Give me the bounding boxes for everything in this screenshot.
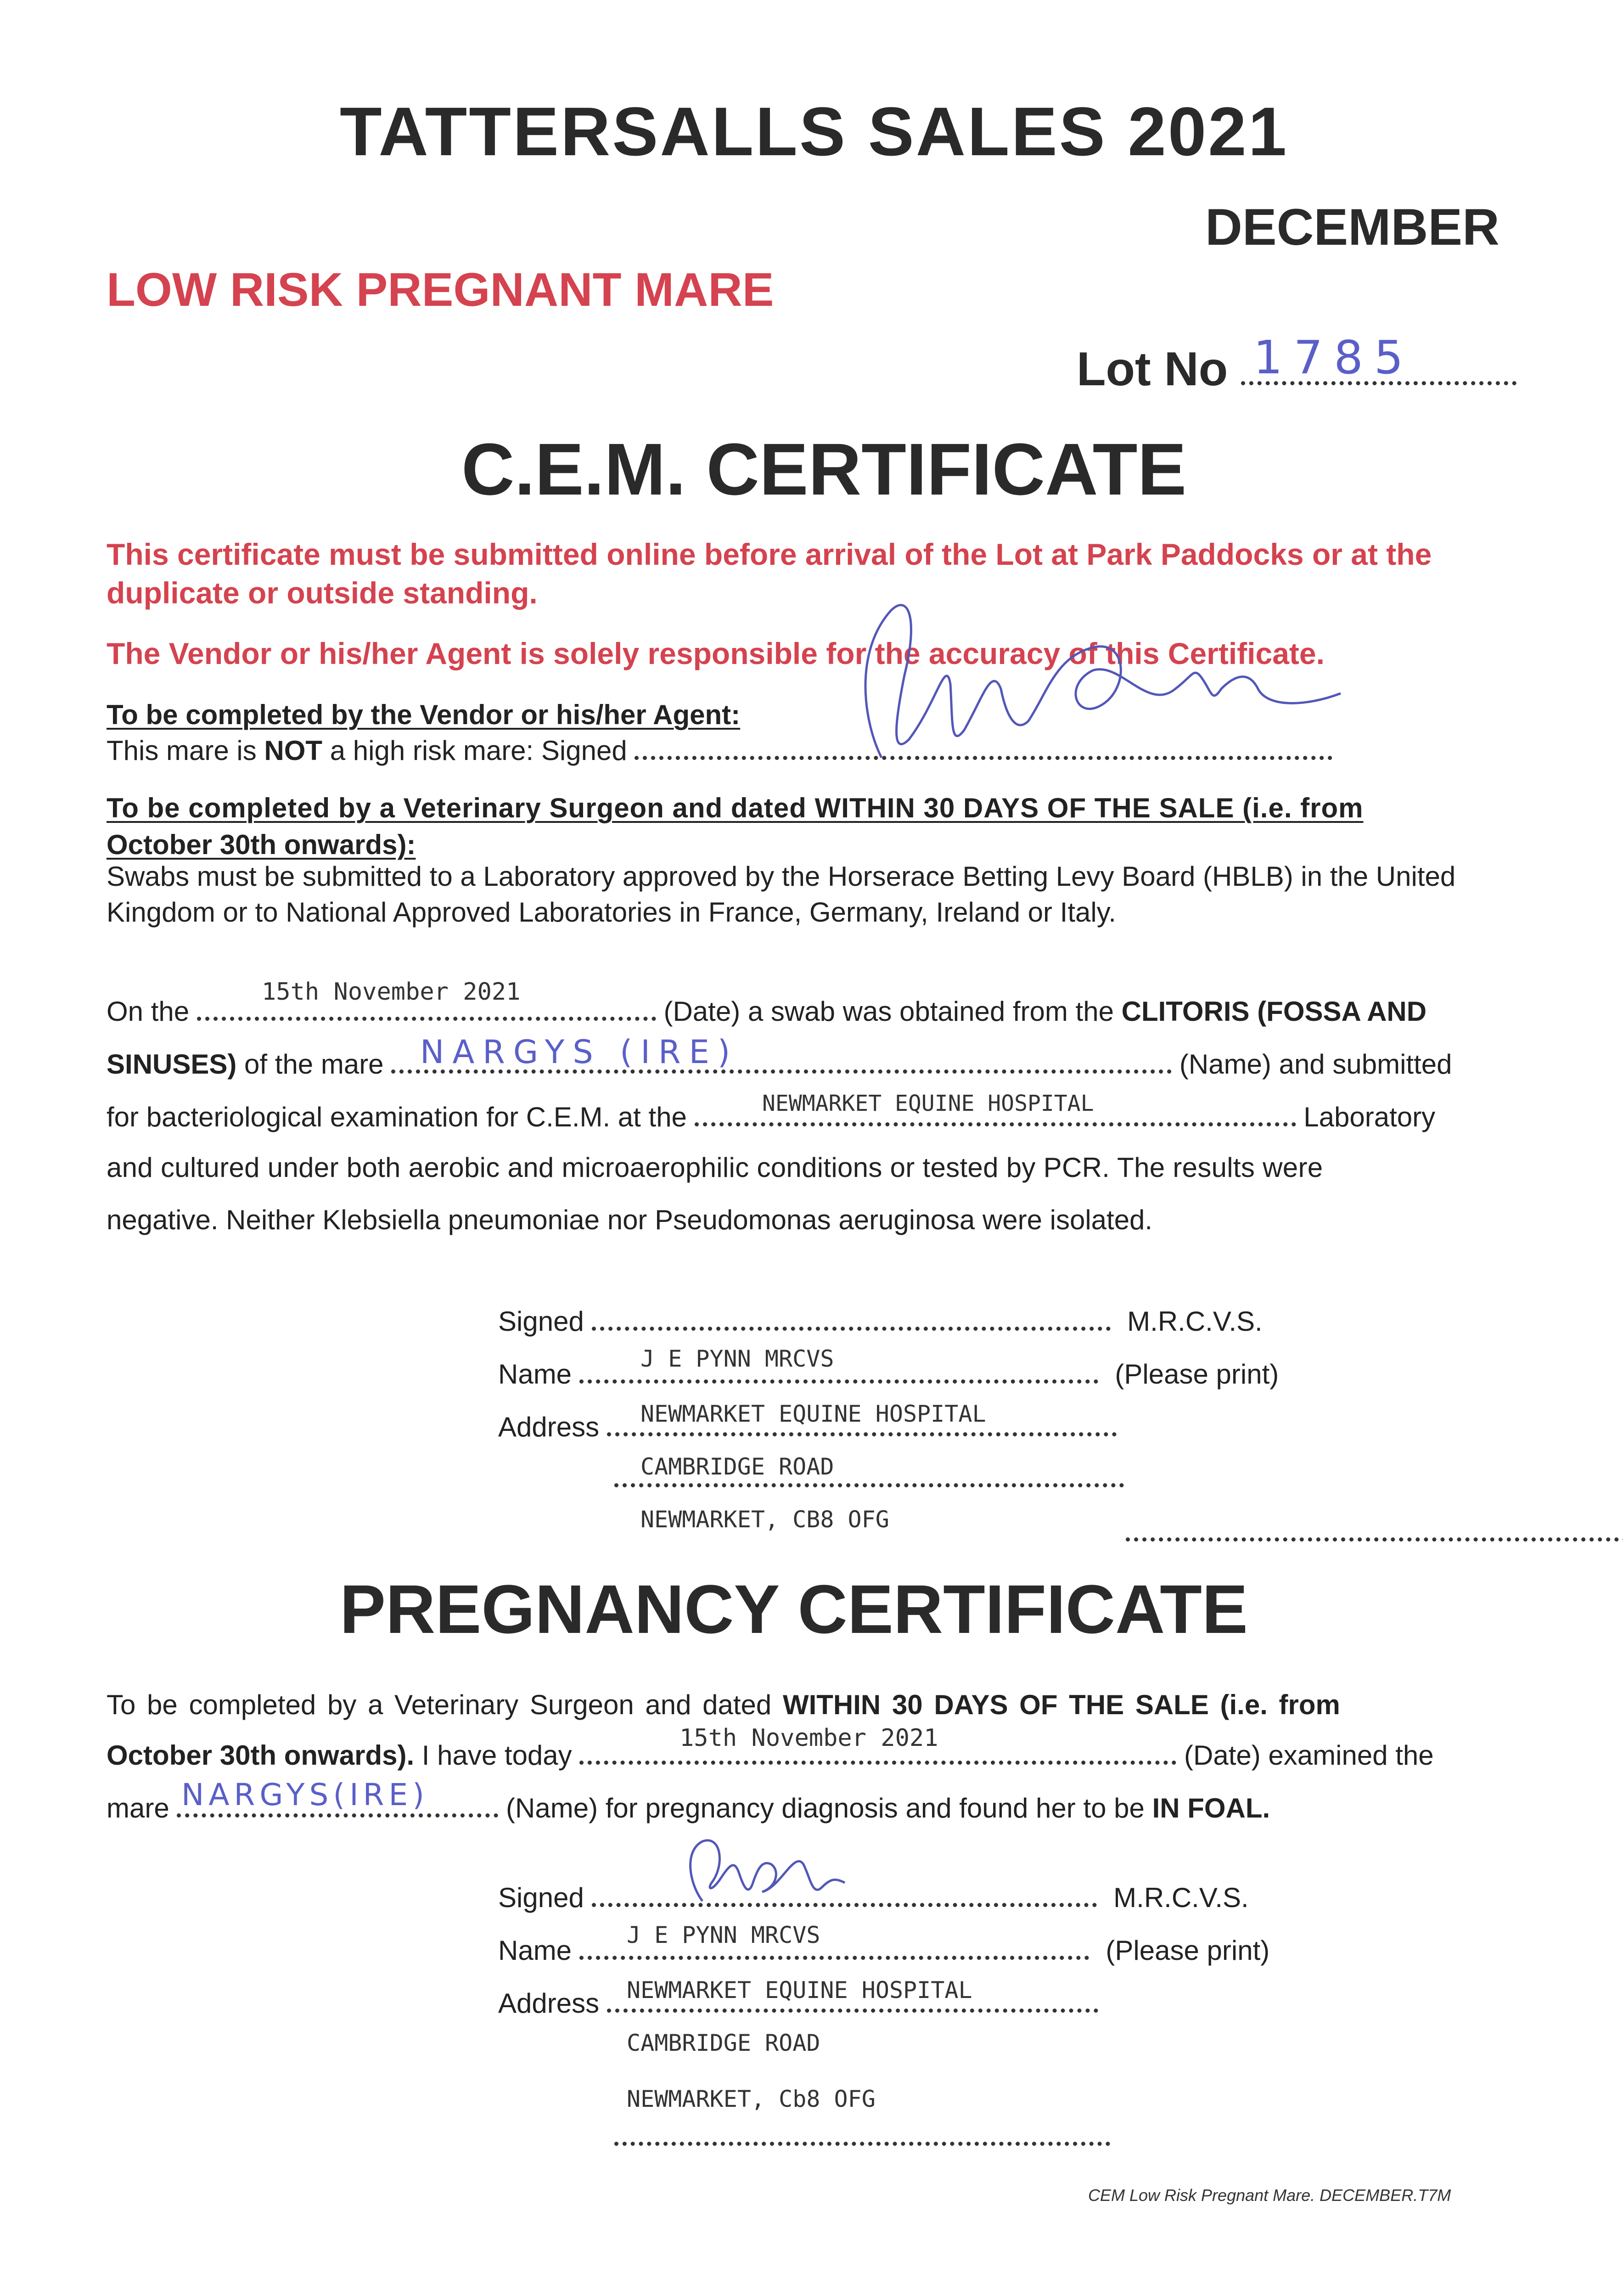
pregnancy-address-value-2: CAMBRIDGE ROAD: [627, 2030, 820, 2056]
cem-address-value-1: NEWMARKET EQUINE HOSPITAL: [640, 1401, 986, 1427]
laboratory-line: for bacteriological examination for C.E.M. at the Laboratory: [107, 1102, 1436, 1132]
laboratory-value: NEWMARKET EQUINE HOSPITAL: [762, 1091, 1094, 1116]
cem-name-value: J E PYNN MRCVS: [640, 1345, 834, 1372]
pregnancy-address-value-1: NEWMARKET EQUINE HOSPITAL: [627, 1977, 972, 2003]
responsibility-notice: The Vendor or his/her Agent is solely responsible for the accuracy of this Certificate.: [107, 636, 1325, 670]
swab-date-line: On the (Date) a swab was obtained from the CLITORIS (FOSSA AND: [107, 996, 1427, 1027]
pregnancy-line-3: mare (Name) for pregnancy diagnosis and found her to be IN FOAL.: [107, 1793, 1270, 1823]
pregnancy-address-line-1: Address: [498, 1987, 1098, 2019]
vet-signature: [675, 1832, 849, 1915]
cem-name-line: Name (Please print): [498, 1359, 1279, 1390]
document-title: TATTERSALLS SALES 2021: [340, 93, 1289, 170]
lot-number-value: 1785: [1253, 331, 1415, 384]
pregnancy-address-line-3: [614, 2123, 1110, 2146]
pregnancy-line-1: To be completed by a Veterinary Surgeon and dated WITHIN 30 DAYS OF THE SALE (i.e. from: [107, 1689, 1340, 1720]
mare-category: LOW RISK PREGNANT MARE: [107, 263, 774, 316]
mare-name-value: NARGYS (IRE): [420, 1033, 739, 1071]
negative-result-line: negative. Neither Klebsiella pneumoniae nor Pseudomonas aeruginosa were isolated.: [107, 1204, 1153, 1235]
swab-date-value: 15th November 2021: [262, 978, 521, 1006]
pregnancy-certificate-title: PREGNANCY CERTIFICATE: [340, 1570, 1248, 1648]
sale-month: DECEMBER: [1205, 198, 1499, 256]
culture-result-line: and cultured under both aerobic and microaerophilic conditions or tested by PCR. The results were: [107, 1152, 1323, 1183]
cem-address-line-3: [1126, 1519, 1623, 1542]
vendor-heading: To be completed by the Vendor or his/her Agent:: [107, 699, 741, 730]
vendor-declaration: This mare is NOT a high risk mare: Signed: [107, 735, 1332, 766]
cem-address-value-2: CAMBRIDGE ROAD: [640, 1453, 834, 1480]
pregnancy-date-value: 15th November 2021: [680, 1724, 938, 1752]
cem-certificate-title: C.E.M. CERTIFICATE: [461, 428, 1187, 510]
cem-signed-line: Signed M.R.C.V.S.: [498, 1306, 1263, 1337]
vendor-signature: [799, 583, 1359, 781]
pregnancy-address-value-3: NEWMARKET, Cb8 OFG: [627, 2086, 876, 2112]
mare-name-line: SINUSES) of the mare (Name) and submitted: [107, 1049, 1452, 1080]
pregnancy-mare-name-value: NARGYS(IRE): [181, 1777, 429, 1812]
pregnancy-line-2: October 30th onwards). I have today (Date) examined the: [107, 1740, 1434, 1771]
vet-heading-continued: October 30th onwards):: [107, 829, 416, 860]
footer-reference: CEM Low Risk Pregnant Mare. DECEMBER.T7M: [1088, 2186, 1451, 2205]
lot-number-label: Lot No: [1077, 342, 1516, 397]
pregnancy-name-line: Name (Please print): [498, 1935, 1270, 1966]
pregnancy-name-value: J E PYNN MRCVS: [627, 1922, 820, 1948]
vet-heading: To be completed by a Veterinary Surgeon and dated WITHIN 30 DAYS OF THE SALE (i.e. from: [107, 793, 1364, 823]
swab-laboratory-note: Swabs must be submitted to a Laboratory approved by the Horserace Betting Levy Board (HBLB) in the United Kingdom or to National Approved Laboratories in France, Germany, Ireland or Italy.: [107, 861, 1456, 928]
cem-address-value-3: NEWMARKET, CB8 OFG: [640, 1506, 889, 1533]
cem-address-line-1: Address: [498, 1411, 1117, 1443]
submission-notice: This certificate must be submitted online before arrival of the Lot at Park Paddocks or at the duplicate or outside standing.: [107, 537, 1432, 610]
pregnancy-signed-line: Signed M.R.C.V.S.: [498, 1882, 1249, 1913]
